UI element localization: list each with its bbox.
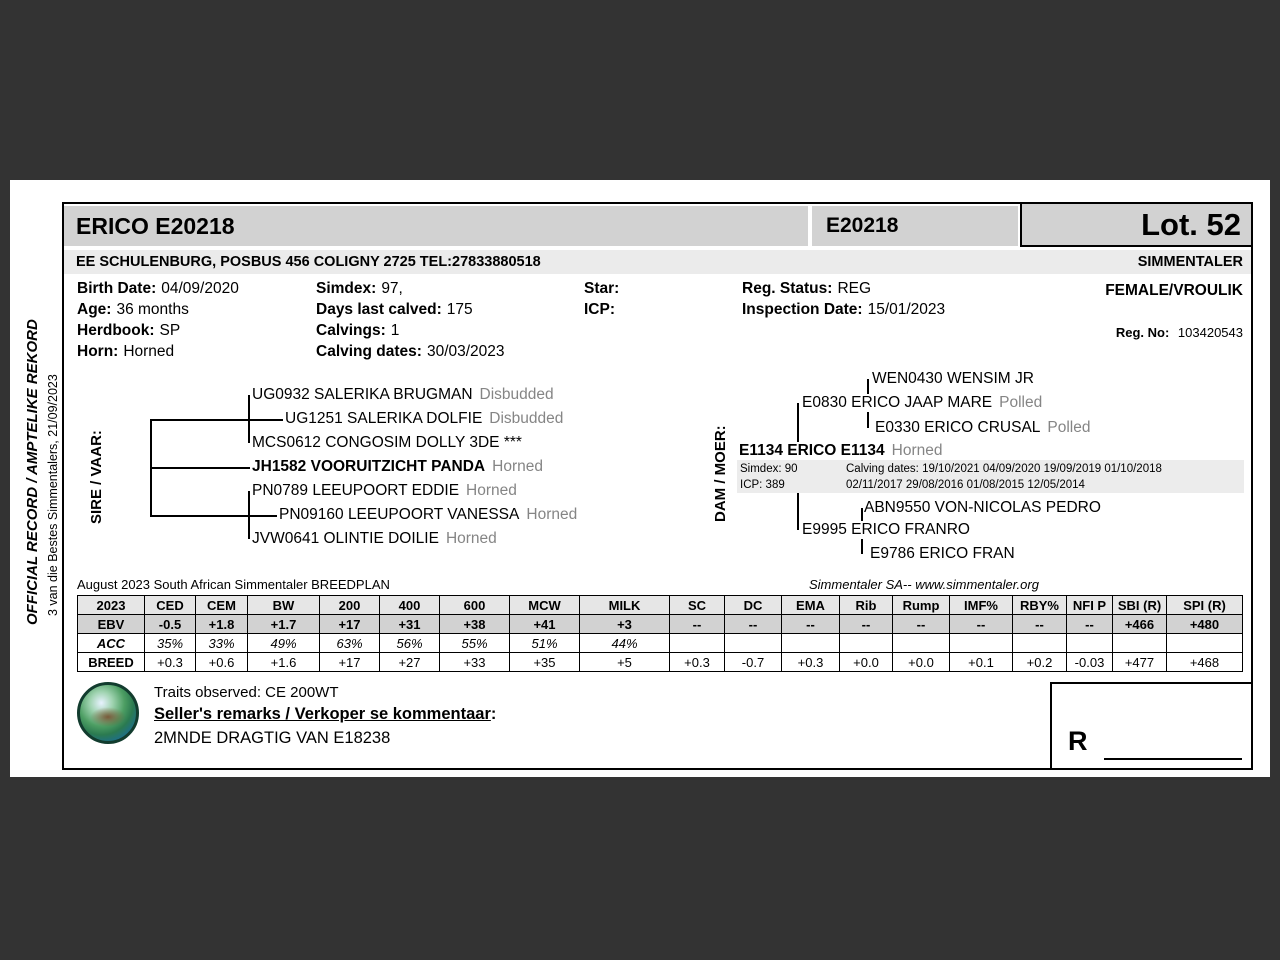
animal-name: PN0789 LEEUPOORT EDDIE [252, 482, 460, 499]
field-label: Inspection Date: [742, 301, 863, 318]
official-record-vertical-label: OFFICIAL RECORD / AMPTELIKE REKORD [24, 319, 41, 625]
field-label: Calvings: [316, 322, 386, 339]
ebv-row-label: BREED [78, 653, 145, 672]
ebv-col-header: Rump [893, 596, 950, 615]
animal-name: ERICO E20218 [76, 213, 235, 239]
star-field [584, 280, 624, 301]
ebv-cell: -- [670, 615, 725, 634]
field-label: ICP: [584, 301, 615, 318]
ebv-row-ebv [78, 615, 1243, 634]
field-value: REG [837, 280, 872, 297]
ebv-cell: +468 [1167, 653, 1243, 672]
seller-remarks-label: Seller's remarks / Verkoper se kommentaar: [154, 705, 497, 723]
animal-name: UG1251 SALERIKA DOLFIE [285, 410, 483, 427]
pedigree-entry-sire [252, 386, 557, 404]
ebv-col-header: MILK [580, 596, 670, 615]
lot-number: Lot. 52 [1141, 207, 1241, 242]
ebv-col-header: 200 [320, 596, 380, 615]
animal-name: ABN9550 VON-NICOLAS PEDRO [864, 499, 1101, 516]
pedigree-entry-dam [802, 521, 980, 539]
owner-address: EE SCHULENBURG, POSBUS 456 COLIGNY 2725 TEL:27833880518 [76, 254, 541, 270]
animal-name: E0330 ERICO CRUSAL [875, 419, 1041, 436]
ebv-cell [1013, 634, 1067, 653]
horn-field [77, 343, 239, 364]
sale-info-vertical-label: 3 van die Bestes Simmentalers, 21/09/2023 [46, 374, 60, 616]
horn-status: Horned [466, 482, 517, 499]
ebv-col-header: SC [670, 596, 725, 615]
dam-detail-line1 [740, 461, 1244, 477]
field-label: Days last calved: [316, 301, 442, 318]
field-value: 175 [446, 301, 473, 318]
ebv-cell: +0.3 [145, 653, 196, 672]
price-box [1050, 682, 1251, 768]
ebv-table [77, 595, 1243, 672]
currency-symbol: R [1068, 726, 1088, 756]
ebv-cell: 49% [248, 634, 320, 653]
lot-number-box [1020, 204, 1251, 247]
pedigree-entry-dam [864, 499, 1111, 517]
animal-name: MCS0612 CONGOSIM DOLLY 3DE *** [252, 434, 522, 451]
owner-band [64, 250, 1251, 274]
ebv-cell: +0.2 [1013, 653, 1067, 672]
breedplan-title: August 2023 South African Simmentaler BREEDPLAN [77, 577, 390, 592]
animal-name: E1134 ERICO E1134 [739, 442, 885, 459]
field-value: Horned [123, 343, 175, 360]
ebv-col-header: EMA [782, 596, 840, 615]
animal-name: JH1582 VOORUITZICHT PANDA [252, 458, 486, 475]
ebv-col-header: DC [725, 596, 782, 615]
seller-remarks-text: 2MNDE DRAGTIG VAN E18238 [154, 729, 391, 747]
horn-status: Polled [999, 394, 1043, 411]
animal-name: E9995 ERICO FRANRO [802, 521, 970, 538]
ebv-cell [1167, 634, 1243, 653]
ebv-cell: -- [893, 615, 950, 634]
field-value: 97, [381, 280, 403, 297]
ebv-cell: +0.3 [670, 653, 725, 672]
birth-date-field [77, 280, 239, 301]
ebv-cell [1113, 634, 1167, 653]
dam-detail-line2 [740, 477, 1244, 493]
calvings-field [316, 322, 505, 343]
ebv-cell: -0.5 [145, 615, 196, 634]
info-column-3 [584, 280, 624, 322]
ebv-col-header: Rib [840, 596, 893, 615]
ebv-cell: +5 [580, 653, 670, 672]
pedigree-line [150, 467, 250, 469]
animal-id: E20218 [826, 214, 899, 237]
simmentaler-logo [77, 682, 139, 744]
pedigree-entry-dam [870, 545, 1025, 563]
pedigree-entry-sire [285, 410, 566, 428]
field-value: 1 [390, 322, 400, 339]
field-value: SP [159, 322, 181, 339]
pedigree-entry-sire-main [252, 458, 546, 476]
animal-name: E9786 ERICO FRAN [870, 545, 1015, 562]
field-value: 36 months [116, 301, 189, 318]
ebv-cell: +466 [1113, 615, 1167, 634]
simdex-field [316, 280, 505, 301]
ebv-cell: -- [782, 615, 840, 634]
ebv-cell: -- [950, 615, 1013, 634]
herdbook-field [77, 322, 239, 343]
field-value: 103420543 [1177, 325, 1243, 340]
calving-dates-field [316, 343, 505, 364]
dam-icp: ICP: 389 [740, 479, 785, 491]
ebv-cell [840, 634, 893, 653]
pedigree-entry-sire [279, 506, 580, 524]
field-value: 04/09/2020 [161, 280, 239, 297]
animal-name: UG0932 SALERIKA BRUGMAN [252, 386, 473, 403]
ebv-col-header: SPI (R) [1167, 596, 1243, 615]
ebv-col-header: CED [145, 596, 196, 615]
reg-no-field [1116, 325, 1243, 340]
pedigree-entry-sire [252, 434, 532, 452]
animal-name: PN09160 LEEUPOORT VANESSA [279, 506, 520, 523]
ebv-cell: +0.0 [840, 653, 893, 672]
ebv-col-header: 600 [440, 596, 510, 615]
ebv-col-header: CEM [196, 596, 248, 615]
ebv-cell: 63% [320, 634, 380, 653]
pedigree-line [150, 419, 283, 421]
ebv-col-header: NFI P [1067, 596, 1113, 615]
ebv-cell: +0.6 [196, 653, 248, 672]
animal-name: JVW0641 OLINTIE DOILIE [252, 530, 439, 547]
animal-name: WEN0430 WENSIM JR [872, 370, 1034, 387]
ebv-cell: -- [725, 615, 782, 634]
ebv-cell: +477 [1113, 653, 1167, 672]
breedplan-source: Simmentaler SA-- www.simmentaler.org [809, 577, 1039, 592]
horn-status: Disbudded [489, 410, 564, 427]
horn-status: Horned [891, 442, 943, 459]
sex-label: FEMALE/VROULIK [1105, 282, 1243, 299]
age-field [77, 301, 239, 322]
ebv-cell: +0.1 [950, 653, 1013, 672]
horn-status: Horned [492, 458, 543, 475]
price-fill-line [1104, 758, 1242, 760]
ebv-cell: +27 [380, 653, 440, 672]
ebv-col-header: 2023 [78, 596, 145, 615]
traits-observed: Traits observed: CE 200WT [154, 684, 339, 701]
ebv-cell: -- [840, 615, 893, 634]
animal-name-band [64, 206, 808, 246]
info-column-2 [316, 280, 505, 364]
field-label: Birth Date: [77, 280, 157, 297]
ebv-cell: -0.03 [1067, 653, 1113, 672]
ebv-cell: +17 [320, 653, 380, 672]
field-label: Calving dates: [316, 343, 422, 360]
logo-globe-icon [90, 707, 126, 727]
ebv-col-header: SBI (R) [1113, 596, 1167, 615]
ebv-col-header: MCW [510, 596, 580, 615]
ebv-col-header: 400 [380, 596, 440, 615]
ebv-cell: +35 [510, 653, 580, 672]
info-column-1 [77, 280, 239, 364]
ebv-cell [782, 634, 840, 653]
horn-status: Disbudded [479, 386, 554, 403]
field-value: 30/03/2023 [426, 343, 505, 360]
record-frame [62, 202, 1253, 770]
ebv-cell: 55% [440, 634, 510, 653]
ebv-cell: 33% [196, 634, 248, 653]
ebv-cell: +17 [320, 615, 380, 634]
ebv-cell: +1.8 [196, 615, 248, 634]
ebv-cell: -- [1013, 615, 1067, 634]
inspection-date-field [742, 301, 945, 322]
ebv-col-header: RBY% [1013, 596, 1067, 615]
ebv-header-row [78, 596, 1243, 615]
ebv-cell: 44% [580, 634, 670, 653]
pedigree-entry-dam [872, 370, 1044, 388]
field-label: Star: [584, 280, 620, 297]
pedigree-entry-dam [802, 394, 1045, 412]
ebv-cell: +480 [1167, 615, 1243, 634]
sire-vertical-label: SIRE / VAAR: [88, 430, 105, 524]
ebv-row-label: ACC [78, 634, 145, 653]
ebv-cell [670, 634, 725, 653]
animal-id-band [812, 206, 1018, 246]
ebv-cell: +1.7 [248, 615, 320, 634]
field-label: Horn: [77, 343, 119, 360]
ebv-cell: +0.0 [893, 653, 950, 672]
reg-status-field [742, 280, 945, 301]
horn-status: Horned [526, 506, 578, 523]
horn-status: Polled [1047, 419, 1091, 436]
pedigree-entry-sire [252, 482, 520, 500]
pedigree-line [150, 515, 277, 517]
ebv-cell: +3 [580, 615, 670, 634]
ebv-row-acc [78, 634, 1243, 653]
pedigree-entry-dam [875, 419, 1094, 437]
ebv-cell: 56% [380, 634, 440, 653]
ebv-cell: 51% [510, 634, 580, 653]
ebv-cell: +38 [440, 615, 510, 634]
dam-detail-box [737, 460, 1244, 493]
breed-name: SIMMENTALER [1137, 254, 1243, 270]
field-label: Reg. Status: [742, 280, 833, 297]
ebv-cell: +1.6 [248, 653, 320, 672]
field-label: Herdbook: [77, 322, 155, 339]
dam-simdex: Simdex: 90 [740, 463, 798, 475]
ebv-cell: -- [1067, 615, 1113, 634]
field-label: Reg. No: [1115, 325, 1170, 340]
ebv-cell: +31 [380, 615, 440, 634]
ebv-cell [725, 634, 782, 653]
pedigree-entry-dam-main [739, 442, 945, 460]
field-label: Age: [77, 301, 112, 318]
field-value: 15/01/2023 [867, 301, 946, 318]
dam-vertical-label: DAM / MOER: [712, 425, 729, 522]
ebv-col-header: BW [248, 596, 320, 615]
dam-calving-dates-2: 02/11/2017 29/08/2016 01/08/2015 12/05/2014 [846, 479, 1085, 491]
ebv-cell [893, 634, 950, 653]
days-last-calved-field [316, 301, 505, 322]
ebv-cell: -0.7 [725, 653, 782, 672]
ebv-row-label: EBV [78, 615, 145, 634]
dam-calving-dates-1: Calving dates: 19/10/2021 04/09/2020 19/09/2019 01/10/2018 [846, 463, 1162, 475]
pedigree-entry-sire [252, 530, 500, 548]
ebv-cell: +33 [440, 653, 510, 672]
ebv-cell: +41 [510, 615, 580, 634]
field-label: Simdex: [316, 280, 377, 297]
catalog-page [10, 180, 1270, 777]
icp-field [584, 301, 624, 322]
ebv-col-header: IMF% [950, 596, 1013, 615]
info-column-4 [742, 280, 945, 322]
ebv-cell: 35% [145, 634, 196, 653]
ebv-cell: +0.3 [782, 653, 840, 672]
ebv-cell [1067, 634, 1113, 653]
ebv-row-breed [78, 653, 1243, 672]
ebv-cell [950, 634, 1013, 653]
horn-status: Horned [445, 530, 497, 547]
animal-name: E0830 ERICO JAAP MARE [802, 394, 993, 411]
